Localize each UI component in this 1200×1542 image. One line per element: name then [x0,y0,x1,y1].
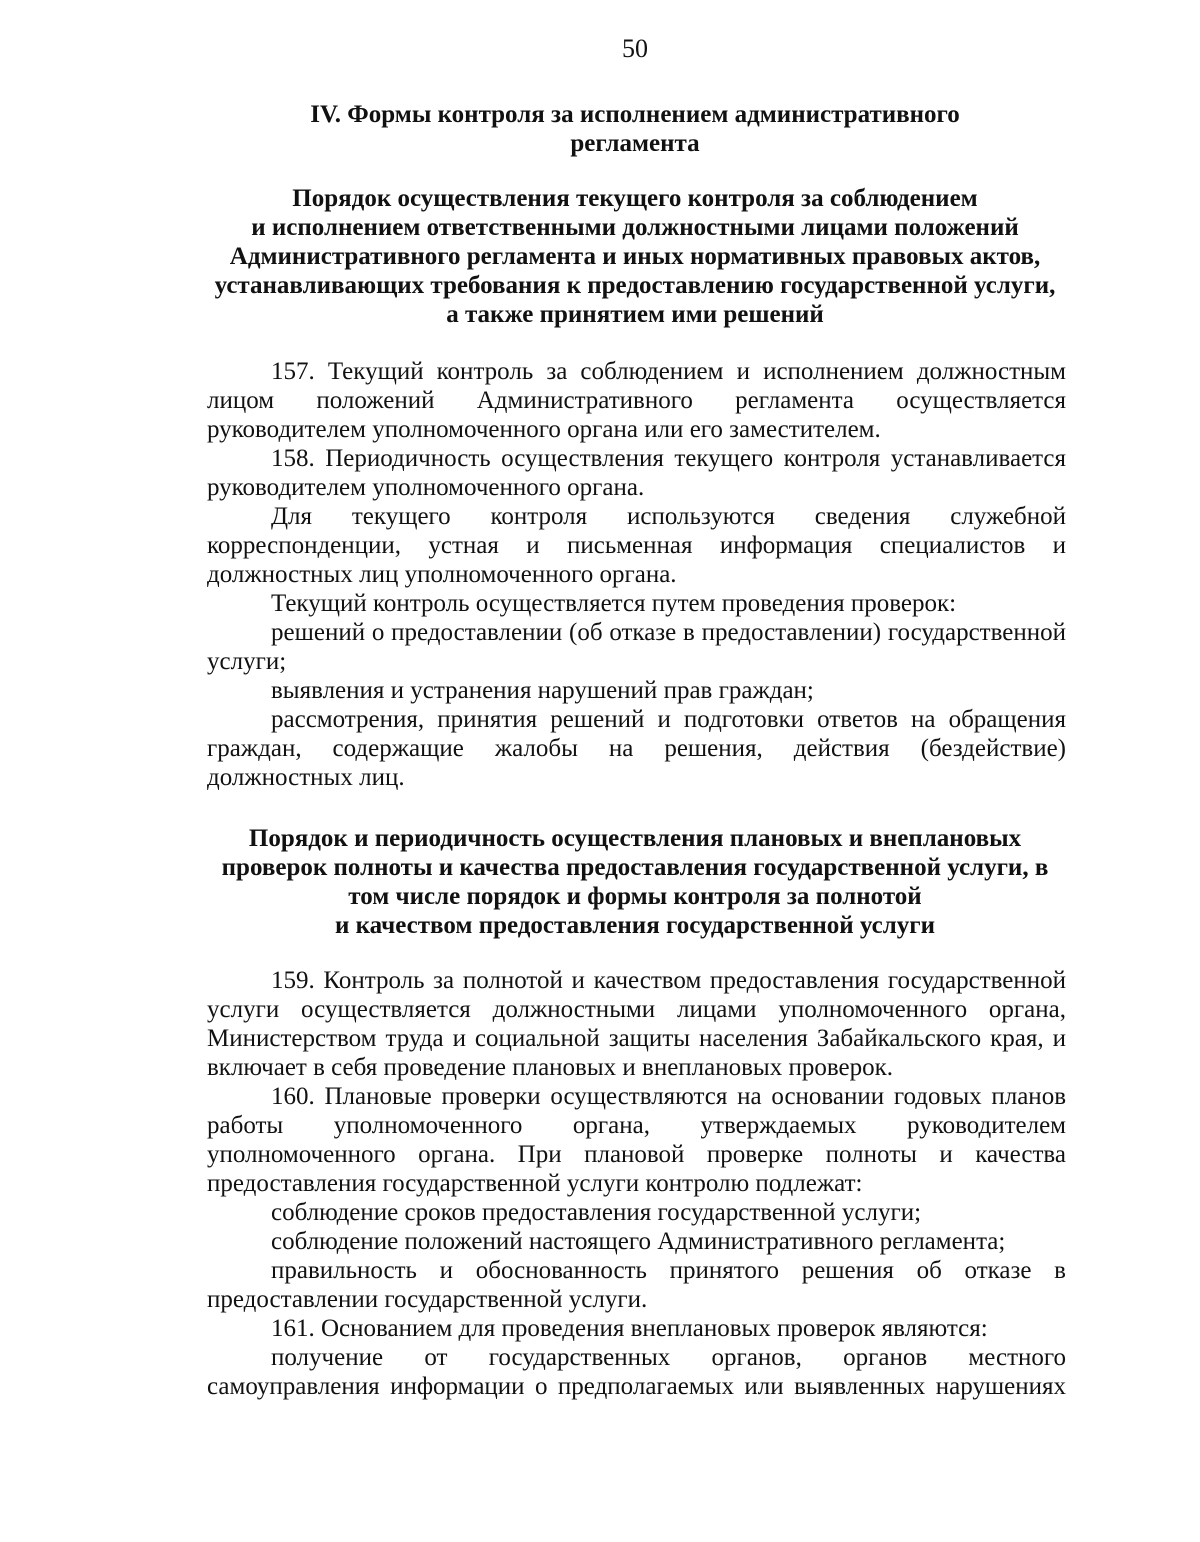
section-heading-line: регламента [570,130,700,157]
subheading-line: устанавливающих требования к предоставлению государственной услуги, [214,272,1056,299]
subheading-line: том числе порядок и формы контроля за полнотой [348,883,922,910]
paragraph-157: 157. Текущий контроль за соблюдением и исполнением должностным лицом положений Административного регламента осуществляется руководителем уполномоченного органа или его заместителем. [207,358,1066,443]
paragraph-check-item: рассмотрения, принятия решений и подготовки ответов на обращения граждан, содержащие жалобы на решения, действия (бездействие) должностных лиц. [207,706,1066,791]
paragraph-checks-intro: Текущий контроль осуществляется путем проведения проверок: [271,590,957,617]
paragraph-control-item: соблюдение положений настоящего Административного регламента; [271,1228,1006,1255]
section-heading-line: IV. Формы контроля за исполнением административного [310,101,960,128]
paragraph-check-item: решений о предоставлении (об отказе в предоставлении) государственной услуги; [207,619,1066,675]
subheading-line: а также принятием ими решений [446,301,824,328]
paragraph-158: 158. Периодичность осуществления текущего контроля устанавливается руководителем уполномоченного органа. [207,445,1066,501]
subheading-line: и качеством предоставления государственной услуги [335,912,935,939]
section-heading [0,100,1200,158]
subheading-line: и исполнением ответственными должностными лицами положений [251,214,1019,241]
paragraph-161: 161. Основанием для проведения внеплановых проверок являются: [271,1315,988,1342]
paragraph-159: 159. Контроль за полнотой и качеством предоставления государственной услуги осуществляется должностными лицами уполномоченного органа, Министерством труда и социальной защиты населения Забайкальского края, и включает в себя проведение плановых и внеплановых проверок. [207,967,1066,1081]
paragraph-160: 160. Плановые проверки осуществляются на основании годовых планов работы уполномоченного органа, утверждаемых руководителем уполномоченного органа. При плановой проверке полноты и качества предоставления государственной услуги контролю подлежат: [207,1083,1066,1197]
paragraph-control-item: соблюдение сроков предоставления государственной услуги; [271,1199,922,1226]
subheading-line: Порядок осуществления текущего контроля за соблюдением [292,185,978,212]
body-text-block-2 [207,966,1066,1401]
paragraph-check-item: выявления и устранения нарушений прав граждан; [271,677,814,704]
body-text-block-1 [207,357,1066,792]
subheading-planned-checks [0,824,1200,940]
paragraph-sources: Для текущего контроля используются сведения служебной корреспонденции, устная и письменная информация специалистов и должностных лиц уполномоченного органа. [207,503,1066,588]
subheading-line: Административного регламента и иных нормативных правовых актов, [229,243,1041,270]
paragraph-control-item: правильность и обоснованность принятого решения об отказе в предоставлении государственной услуги. [207,1257,1066,1313]
subheading-line: Порядок и периодичность осуществления плановых и внеплановых [248,825,1022,852]
page-number: 50 [622,34,648,63]
subheading-current-control [0,184,1200,329]
paragraph-unplanned-basis: получение от государственных органов, органов местного самоуправления информации о предполагаемых или выявленных нарушениях [207,1344,1066,1400]
subheading-line: проверок полноты и качества предоставления государственной услуги, в [221,854,1049,881]
